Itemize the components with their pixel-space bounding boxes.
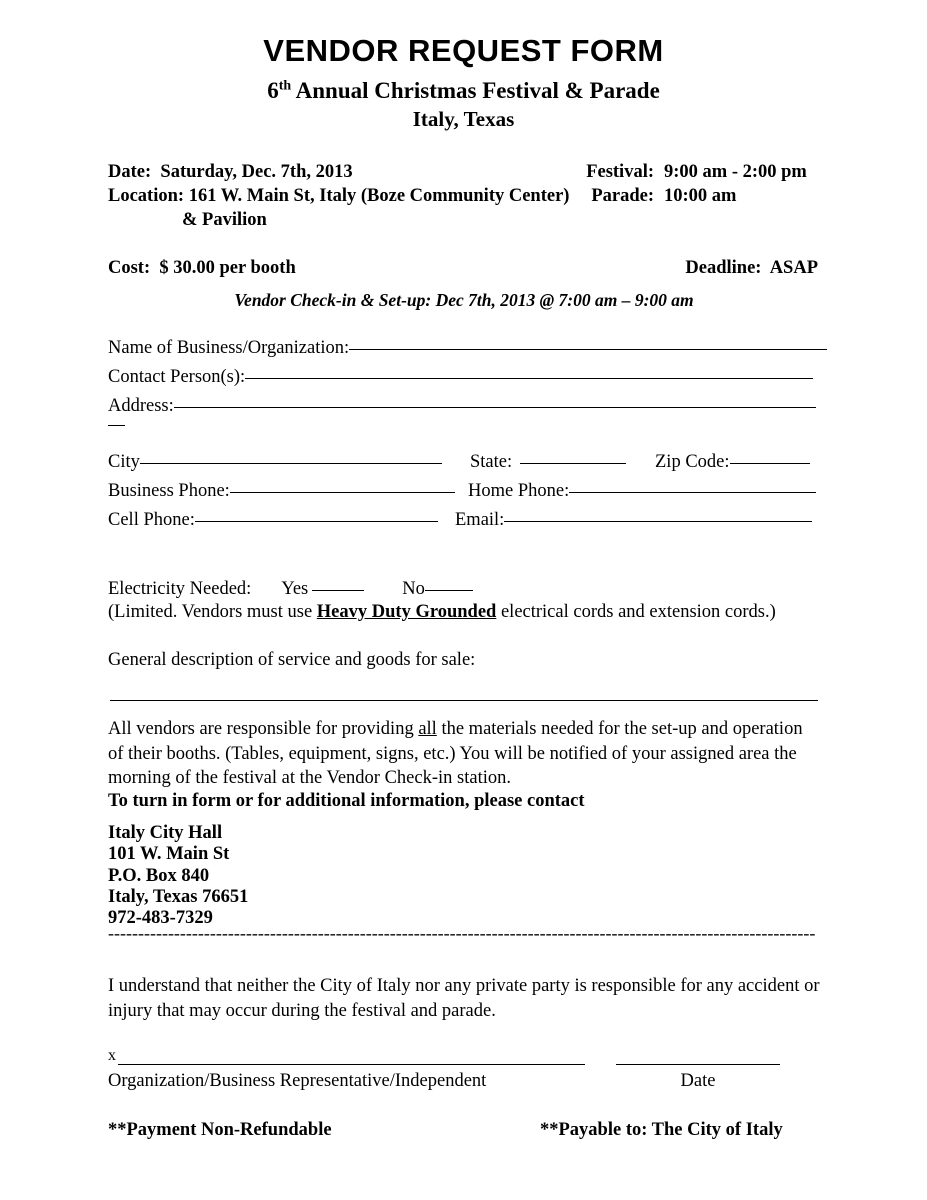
date-caption: Date	[680, 1071, 716, 1091]
field-address[interactable]	[108, 396, 816, 417]
parade-time-row	[568, 186, 736, 207]
event-subtitle	[0, 78, 927, 104]
field-city[interactable]	[108, 452, 442, 473]
electricity-label: Electricity Needed:	[108, 579, 252, 599]
terms-paragraph	[108, 717, 822, 791]
event-date-row	[108, 162, 353, 183]
field-state-rule[interactable]	[520, 463, 626, 464]
event-ordinal-number: 6	[267, 78, 279, 103]
field-city-label: City	[108, 452, 140, 472]
date-rule[interactable]	[616, 1064, 780, 1065]
field-business-name[interactable]	[108, 338, 827, 359]
field-email[interactable]	[455, 510, 812, 531]
electricity-note-suffix: electrical cords and extension cords.)	[496, 602, 776, 622]
field-address-rule[interactable]	[174, 407, 816, 408]
parade-time-value: 10:00 am	[664, 186, 737, 206]
contact-line-1: Italy City Hall	[108, 823, 223, 843]
event-location-value: 161 W. Main St, Italy (Boze Community Center)	[188, 186, 570, 206]
field-business-phone-rule[interactable]	[230, 492, 455, 493]
field-business-name-rule[interactable]	[349, 349, 827, 350]
field-state[interactable]	[470, 452, 626, 473]
field-email-rule[interactable]	[504, 521, 812, 522]
field-state-label: State:	[470, 452, 513, 472]
signature-caption: Organization/Business Representative/Independent	[108, 1071, 487, 1091]
terms-part2: the materials needed for the set-up and operation of their booths. (Tables, equipment, signs, etc.) You will be notified of your assigned area the morning of the festival at the Vendor Check-in station.	[108, 719, 803, 788]
deadline-row	[568, 258, 818, 279]
description-prompt: General description of service and goods for sale:	[108, 650, 476, 670]
field-zip[interactable]	[655, 452, 810, 473]
field-business-phone-label: Business Phone:	[108, 481, 230, 501]
electricity-note	[108, 602, 776, 623]
field-home-phone-label: Home Phone:	[468, 481, 570, 501]
electricity-no-label: No	[402, 579, 425, 599]
field-contact-person-label: Contact Person(s):	[108, 367, 246, 387]
electricity-row[interactable]	[108, 579, 473, 600]
address-continuation-rule	[108, 425, 125, 426]
field-contact-person[interactable]	[108, 367, 813, 388]
deadline-label: Deadline:	[685, 258, 762, 278]
electricity-yes-label: Yes	[281, 579, 309, 599]
contact-block	[108, 823, 248, 929]
section-divider: ----------------------------------------------------------------------------------------------------------------------	[108, 928, 816, 942]
electricity-note-emphasis: Heavy Duty Grounded	[316, 602, 497, 622]
field-address-label: Address:	[108, 396, 174, 416]
event-location-label: Location:	[108, 186, 185, 206]
electricity-no-rule[interactable]	[425, 590, 473, 591]
cost-label: Cost:	[108, 258, 151, 278]
cost-row	[108, 258, 296, 279]
field-home-phone[interactable]	[468, 481, 816, 502]
electricity-note-prefix: (Limited. Vendors must use	[108, 602, 317, 622]
footer-right-note: **Payable to: The City of Italy	[540, 1120, 783, 1140]
event-date-value: Saturday, Dec. 7th, 2013	[160, 162, 353, 182]
contact-phone: 972-483-7329	[108, 908, 213, 929]
field-city-rule[interactable]	[140, 463, 442, 464]
event-ordinal-suffix: th	[278, 78, 292, 94]
signature-marker: x	[108, 1047, 116, 1064]
page-title: VENDOR REQUEST FORM	[263, 33, 664, 68]
festival-time-row	[568, 162, 807, 183]
checkin-note: Vendor Check-in & Set-up: Dec 7th, 2013 @ 7:00 am – 9:00 am	[234, 290, 694, 310]
contact-instruction: To turn in form or for additional information, please contact	[108, 791, 585, 811]
agreement-text: I understand that neither the City of Italy nor any private party is responsible for any accident or injury that may occur during the festival and parade.	[108, 976, 820, 1021]
field-cell-phone[interactable]	[108, 510, 438, 531]
field-zip-rule[interactable]	[730, 463, 810, 464]
signature-rule[interactable]	[118, 1064, 585, 1065]
contact-line-4: Italy, Texas 76651	[108, 886, 249, 907]
field-business-phone[interactable]	[108, 481, 455, 502]
electricity-yes-rule[interactable]	[312, 590, 364, 591]
contact-line-2: 101 W. Main St	[108, 844, 230, 865]
event-date-label: Date:	[108, 162, 152, 182]
field-cell-phone-label: Cell Phone:	[108, 510, 195, 530]
event-location-row	[108, 186, 569, 207]
footer-left-note: **Payment Non-Refundable	[108, 1120, 332, 1140]
field-contact-person-rule[interactable]	[245, 378, 813, 379]
festival-time-label: Festival:	[586, 162, 654, 182]
description-rule[interactable]	[110, 700, 818, 701]
terms-part1: All vendors are responsible for providing	[108, 719, 419, 739]
contact-line-3: P.O. Box 840	[108, 865, 210, 886]
festival-time-value: 9:00 am - 2:00 pm	[664, 162, 807, 182]
field-cell-phone-rule[interactable]	[195, 521, 438, 522]
deadline-value: ASAP	[769, 258, 818, 278]
cost-value: $ 30.00 per booth	[159, 258, 296, 278]
field-business-name-label: Name of Business/Organization:	[108, 338, 350, 358]
event-subtitle-text: Annual Christmas Festival & Parade	[295, 78, 660, 103]
event-location-continuation: & Pavilion	[182, 210, 267, 230]
field-email-label: Email:	[455, 510, 505, 530]
field-home-phone-rule[interactable]	[569, 492, 816, 493]
field-zip-label: Zip Code:	[655, 452, 730, 472]
parade-time-label: Parade:	[591, 186, 654, 206]
event-location-heading: Italy, Texas	[412, 107, 515, 131]
terms-emphasis: all	[418, 719, 437, 739]
